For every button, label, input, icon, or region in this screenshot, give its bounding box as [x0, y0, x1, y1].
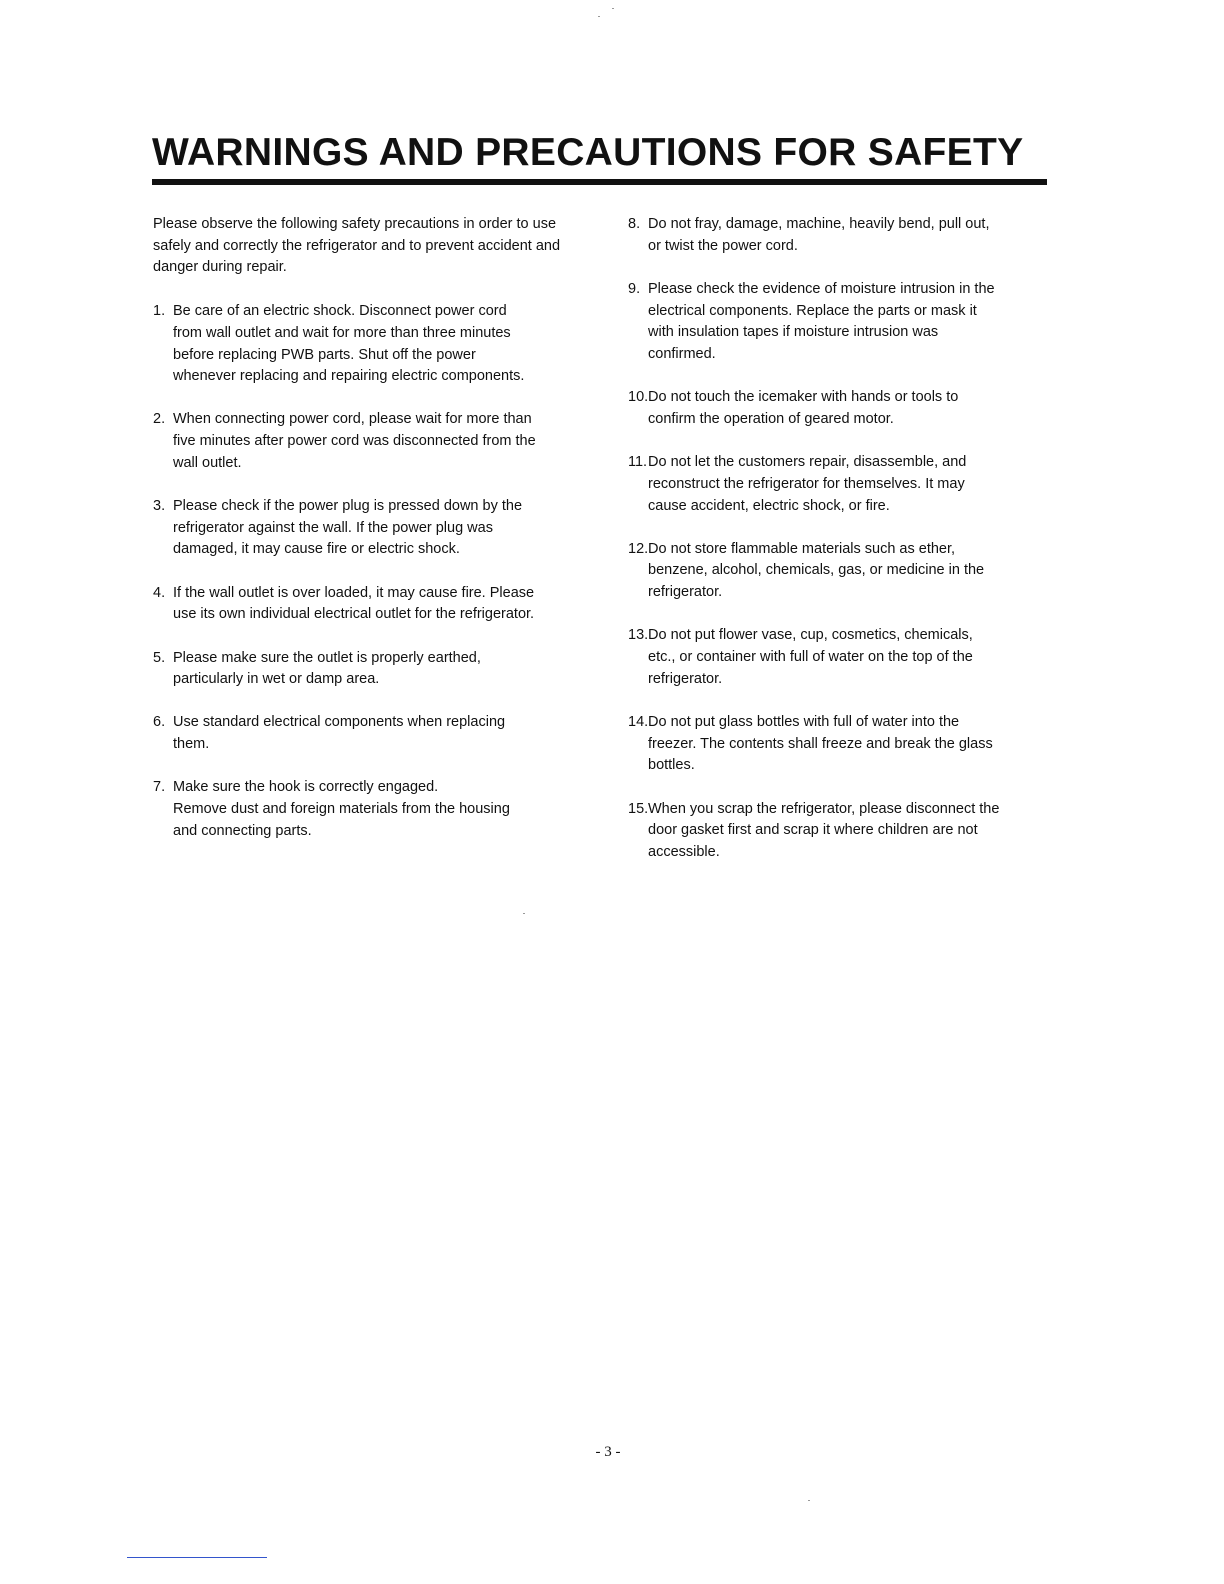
- item-number: 1.: [153, 303, 166, 320]
- precaution-item: [628, 712, 1058, 777]
- item-text: [648, 214, 1058, 257]
- item-text: [173, 409, 593, 474]
- item-line: refrigerator.: [648, 670, 723, 687]
- item-line: accessible.: [648, 843, 720, 860]
- item-line: them.: [173, 736, 210, 753]
- item-line: use its own individual electrical outlet for the refrigerator.: [173, 606, 535, 623]
- item-line: particularly in wet or damp area.: [173, 671, 380, 688]
- item-number: 5.: [153, 649, 166, 666]
- scan-speck: [523, 913, 525, 914]
- item-text: [173, 583, 593, 626]
- item-text: [173, 648, 593, 691]
- precaution-item: [153, 583, 593, 626]
- item-number: 13.: [628, 627, 649, 644]
- item-line: damaged, it may cause fire or electric shock.: [173, 541, 460, 558]
- item-line: refrigerator against the wall. If the power plug was: [173, 519, 493, 536]
- item-number: 10.: [628, 389, 649, 406]
- item-text: [173, 496, 593, 561]
- left-column: [153, 214, 593, 864]
- item-line: Do not store flammable materials such as ether,: [648, 540, 956, 557]
- item-number: 14.: [628, 713, 649, 730]
- page-number: - 3 -: [595, 1444, 621, 1460]
- item-text: [648, 387, 1058, 430]
- item-line: whenever replacing and repairing electric components.: [173, 368, 525, 385]
- item-line: electrical components. Replace the parts or mask it: [648, 302, 977, 319]
- item-number: 12.: [628, 540, 649, 557]
- item-text: [648, 712, 1058, 777]
- item-line: before replacing PWB parts. Shut off the power: [173, 346, 476, 363]
- precaution-item: [628, 799, 1058, 864]
- item-line: from wall outlet and wait for more than three minutes: [173, 324, 511, 341]
- item-line: Use standard electrical components when replacing: [173, 714, 506, 731]
- item-line: etc., or container with full of water on the top of the: [648, 649, 973, 666]
- footer-line: [127, 1557, 267, 1558]
- precaution-item: [153, 409, 593, 474]
- item-line: Do not fray, damage, machine, heavily bend, pull out,: [648, 216, 990, 232]
- item-number: 7.: [153, 779, 166, 796]
- precaution-item: [628, 387, 1058, 430]
- precaution-item: [628, 539, 1058, 604]
- item-text: [173, 777, 593, 842]
- precaution-item: [628, 625, 1058, 690]
- item-number: 15.: [628, 800, 649, 817]
- item-number: 4.: [153, 584, 166, 601]
- scan-speck: [808, 1500, 810, 1501]
- item-line: with insulation tapes if moisture intrusion was: [648, 324, 939, 341]
- right-column: [628, 214, 1058, 885]
- item-number: 6.: [153, 714, 166, 731]
- item-line: Please check the evidence of moisture intrusion in the: [648, 280, 995, 297]
- left-precaution-list: [153, 301, 593, 842]
- precaution-item: [628, 279, 1058, 366]
- item-text: [648, 799, 1058, 864]
- item-number: 8.: [628, 216, 641, 232]
- item-line: Do not put glass bottles with full of water into the: [648, 713, 960, 730]
- precaution-item: [153, 301, 593, 388]
- item-line: wall outlet.: [173, 454, 242, 471]
- precaution-item: [153, 648, 593, 691]
- right-precaution-list: [628, 214, 1058, 864]
- item-number: 9.: [628, 280, 641, 297]
- item-text: [648, 279, 1058, 366]
- item-line: When you scrap the refrigerator, please disconnect the: [648, 800, 1000, 817]
- item-line: Please check if the power plug is pressed down by the: [173, 498, 523, 515]
- item-line: Make sure the hook is correctly engaged.: [173, 779, 439, 796]
- item-number: 3.: [153, 498, 166, 515]
- item-line: Do not put flower vase, cup, cosmetics, chemicals,: [648, 627, 973, 644]
- precaution-item: [153, 712, 593, 755]
- item-line: If the wall outlet is over loaded, it may cause fire. Please: [173, 584, 535, 601]
- item-line: When connecting power cord, please wait for more than: [173, 411, 532, 428]
- item-line: confirmed.: [648, 346, 716, 363]
- precaution-item: [628, 452, 1058, 517]
- item-line: refrigerator.: [648, 584, 723, 601]
- item-line: Please make sure the outlet is properly earthed,: [173, 649, 481, 666]
- scan-speck: [598, 16, 600, 17]
- item-line: freezer. The contents shall freeze and break the glass: [648, 735, 993, 752]
- item-text: [648, 452, 1058, 517]
- item-text: [648, 625, 1058, 690]
- scan-speck: [612, 8, 614, 9]
- intro-paragraph: Please observe the following safety precautions in order to use safely and correctly the refrigerator and to prevent accident and danger during repair.: [153, 216, 561, 276]
- precaution-item: [628, 214, 1058, 257]
- item-line: Remove dust and foreign materials from the housing: [173, 801, 510, 818]
- item-line: five minutes after power cord was disconnected from the: [173, 433, 536, 450]
- item-text: [173, 712, 593, 755]
- item-line: Be care of an electric shock. Disconnect power cord: [173, 303, 507, 320]
- item-line: Do not touch the icemaker with hands or tools to: [648, 389, 959, 406]
- precaution-item: [153, 496, 593, 561]
- precaution-item: [153, 777, 593, 842]
- item-line: cause accident, electric shock, or fire.: [648, 497, 890, 514]
- item-number: 11.: [628, 454, 648, 471]
- item-line: or twist the power cord.: [648, 237, 798, 254]
- item-line: bottles.: [648, 757, 695, 774]
- item-line: door gasket first and scrap it where children are not: [648, 822, 978, 839]
- item-text: [173, 301, 593, 388]
- item-line: benzene, alcohol, chemicals, gas, or medicine in the: [648, 562, 985, 579]
- title-underline: [152, 179, 1047, 185]
- item-line: and connecting parts.: [173, 822, 312, 839]
- item-line: Do not let the customers repair, disassemble, and: [648, 454, 967, 471]
- item-number: 2.: [153, 411, 166, 428]
- item-text: [648, 539, 1058, 604]
- page-title: WARNINGS AND PRECAUTIONS FOR SAFETY: [152, 131, 1024, 174]
- item-line: confirm the operation of geared motor.: [648, 410, 894, 427]
- item-line: reconstruct the refrigerator for themselves. It may: [648, 475, 965, 492]
